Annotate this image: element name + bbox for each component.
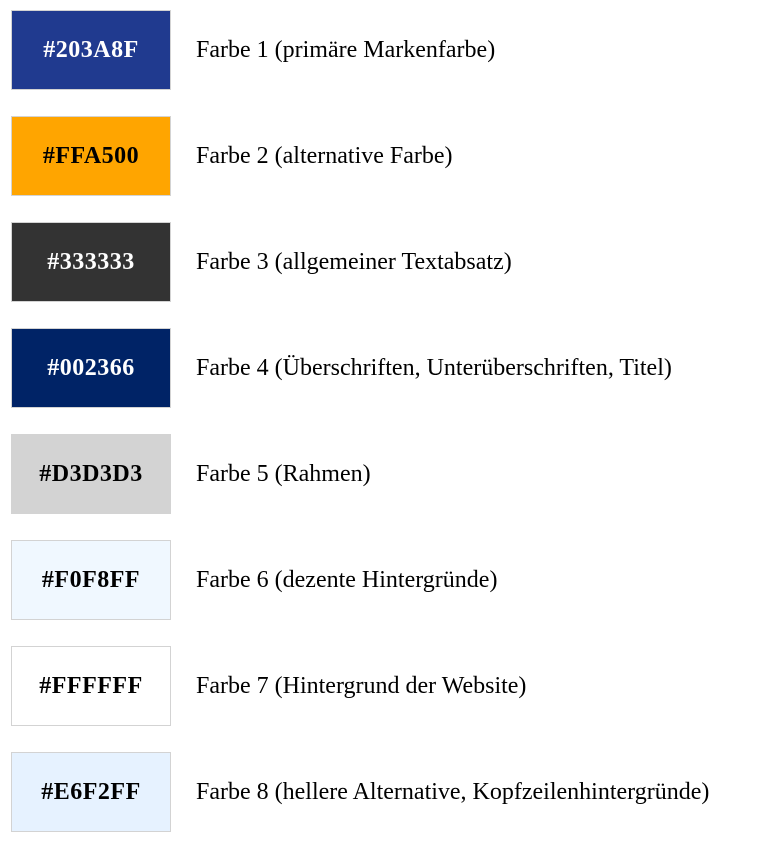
color-swatch xyxy=(11,328,171,408)
color-hex-label: #FFA500 xyxy=(42,142,140,169)
color-hex-label: #D3D3D3 xyxy=(39,460,143,487)
color-swatch xyxy=(11,646,171,726)
color-description: Farbe 7 (Hintergrund der Website) xyxy=(196,672,527,699)
color-hex-label: #333333 xyxy=(47,248,135,275)
color-description: Farbe 5 (Rahmen) xyxy=(196,460,371,487)
color-hex-label: #FFFFFF xyxy=(39,672,143,699)
palette-row xyxy=(11,434,776,514)
color-hex-label: #E6F2FF xyxy=(41,778,141,805)
color-description: Farbe 6 (dezente Hintergründe) xyxy=(196,566,498,593)
color-swatch xyxy=(11,434,171,514)
color-description: Farbe 1 (primäre Markenfarbe) xyxy=(196,36,496,63)
palette-row xyxy=(11,646,776,726)
palette-row xyxy=(11,752,776,832)
palette-row xyxy=(11,116,776,196)
color-hex-label: #F0F8FF xyxy=(41,566,141,593)
color-swatch xyxy=(11,116,171,196)
palette-row xyxy=(11,540,776,620)
color-description: Farbe 4 (Überschriften, Unterüberschriften, Titel) xyxy=(196,354,672,381)
palette-row xyxy=(11,328,776,408)
color-swatch xyxy=(11,540,171,620)
color-hex-label: #203A8F xyxy=(43,36,139,63)
color-description: Farbe 8 (hellere Alternative, Kopfzeilenhintergründe) xyxy=(196,778,710,805)
color-swatch xyxy=(11,10,171,90)
palette-row xyxy=(11,222,776,302)
color-description: Farbe 3 (allgemeiner Textabsatz) xyxy=(196,248,512,275)
color-description: Farbe 2 (alternative Farbe) xyxy=(196,142,453,169)
color-hex-label: #002366 xyxy=(47,354,135,381)
palette-row xyxy=(11,10,776,90)
color-swatch xyxy=(11,752,171,832)
color-swatch xyxy=(11,222,171,302)
